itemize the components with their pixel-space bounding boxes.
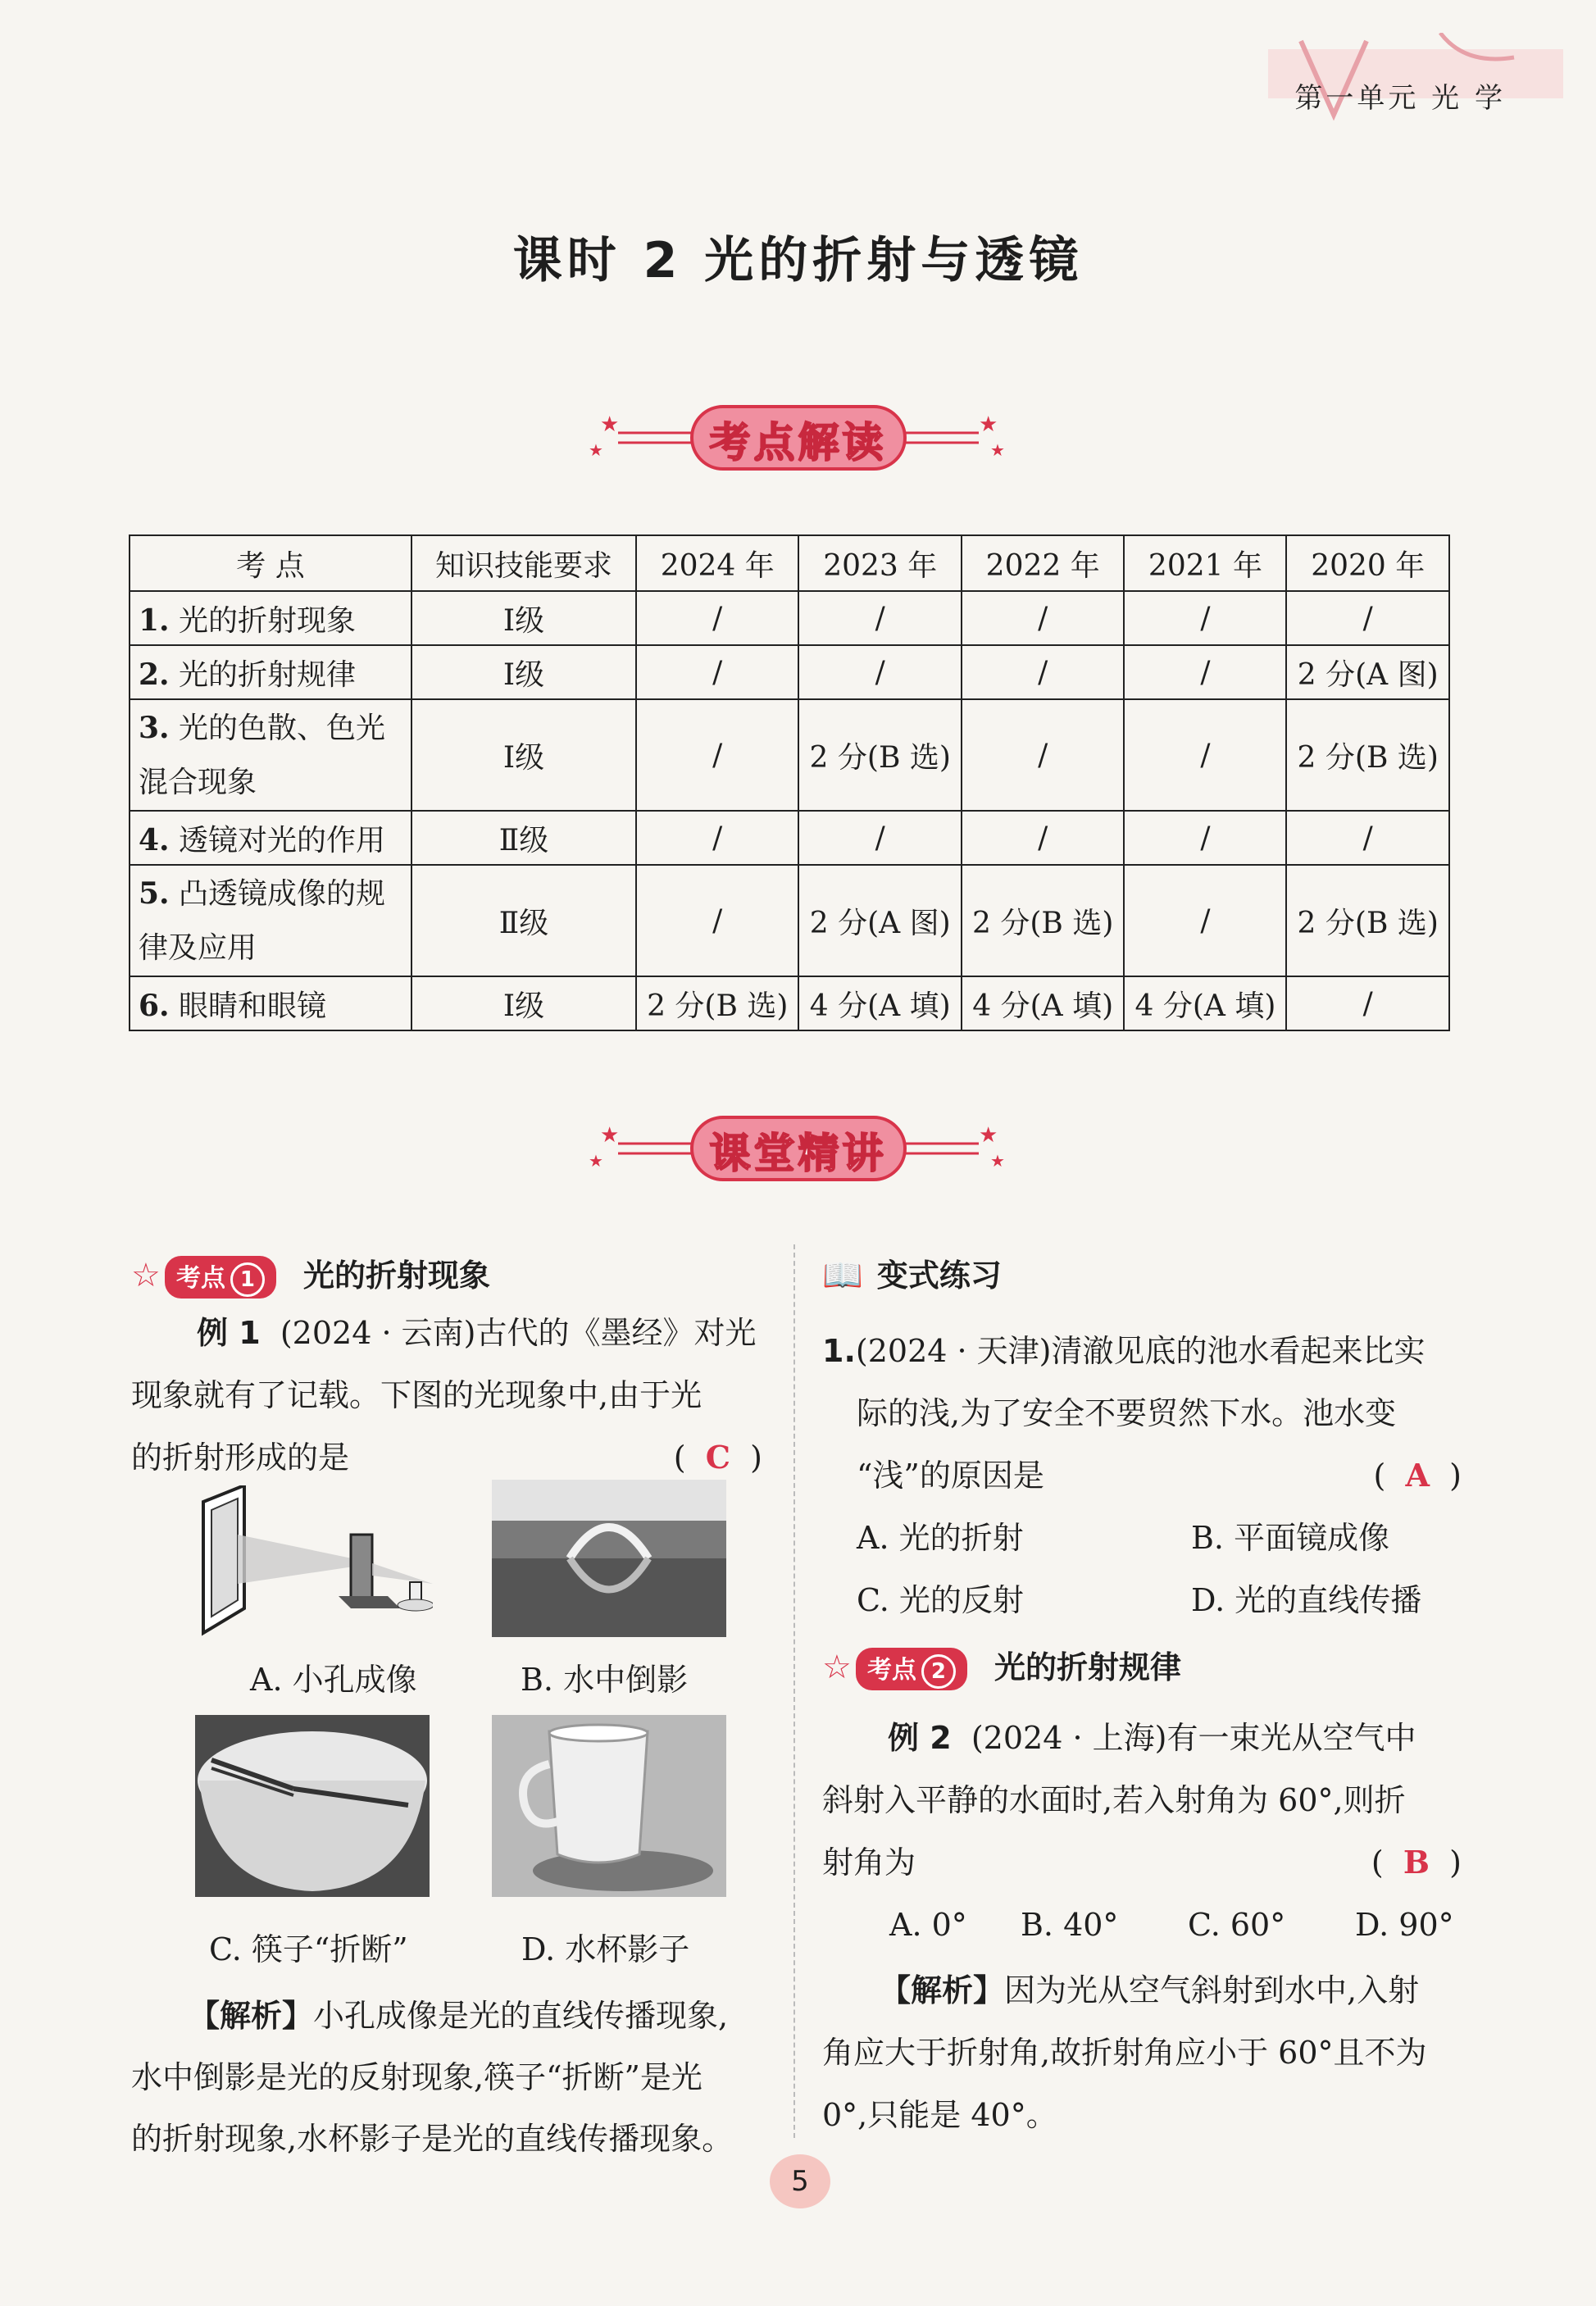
- badge-number: 1: [230, 1262, 265, 1297]
- svg-text:★: ★: [978, 1123, 998, 1148]
- example-2-line: [822, 1831, 1462, 1894]
- table-row: [130, 699, 1449, 811]
- score-cell: /: [636, 591, 798, 645]
- topic-name: 凸透镜成像的规律及应用: [139, 876, 386, 965]
- level-cell: Ⅰ级: [412, 699, 636, 811]
- analysis-1: [131, 1985, 762, 2170]
- answer-paren: ( A ): [1373, 1457, 1462, 1494]
- example-answer: B: [1403, 1844, 1430, 1881]
- topic-cell: [130, 811, 412, 865]
- badge-label: 考点: [175, 1264, 225, 1293]
- score-cell: 2 分(B 选): [798, 699, 961, 811]
- option-a: A. 0°: [889, 1907, 967, 1943]
- topic-cell: [130, 699, 412, 811]
- topic-num: 5.: [139, 876, 170, 911]
- score-cell: /: [636, 645, 798, 699]
- analysis-2: [822, 1959, 1462, 2146]
- score-cell: 4 分(A 填): [962, 976, 1124, 1030]
- score-cell: /: [798, 591, 961, 645]
- question-text: (2024 · 天津)清澈见底的池水看起来比实: [855, 1333, 1425, 1369]
- topic-name: 透镜对光的作用: [179, 823, 386, 857]
- score-cell: /: [1124, 645, 1286, 699]
- topic-cell: [130, 976, 412, 1030]
- example-answer: C: [705, 1439, 731, 1476]
- score-cell: /: [962, 645, 1124, 699]
- page-number: 5: [770, 2154, 830, 2208]
- question-answer: A: [1405, 1457, 1430, 1494]
- level-cell: Ⅰ级: [412, 976, 636, 1030]
- practice-heading: [822, 1250, 1002, 1295]
- table-header-row: [130, 535, 1449, 591]
- question-1: [822, 1320, 1462, 1631]
- topic-num: 2.: [139, 657, 170, 692]
- col-header: 考 点: [130, 535, 412, 591]
- score-cell: 2 分(B 选): [636, 976, 798, 1030]
- col-header: 知识技能要求: [412, 535, 636, 591]
- score-cell: 4 分(A 填): [798, 976, 961, 1030]
- svg-text:★: ★: [978, 412, 998, 437]
- answer-paren: ( B ): [1371, 1844, 1462, 1881]
- col-header: 2022 年: [962, 535, 1124, 591]
- col-header: 2023 年: [798, 535, 961, 591]
- page-title: 课时 2 光的折射与透镜: [512, 232, 1084, 289]
- score-cell: /: [1124, 591, 1286, 645]
- example-label: 例 2: [888, 1720, 952, 1756]
- example-text: 现象就有了记载。下图的光现象中,由于光: [131, 1377, 703, 1413]
- option-b: B. 平面镜成像: [1191, 1520, 1390, 1556]
- topic-name: 光的色散、色光混合现象: [139, 711, 386, 799]
- banner-classroom-label: 课堂精讲: [709, 1130, 887, 1177]
- cup-shadow-photo: [492, 1715, 726, 1897]
- book-icon: 📖: [822, 1257, 863, 1294]
- level-cell: Ⅰ级: [412, 591, 636, 645]
- score-cell: /: [1286, 976, 1449, 1030]
- score-cell: /: [636, 699, 798, 811]
- question-line: [822, 1444, 1462, 1507]
- analysis-label: 【解析】: [880, 1972, 1005, 2008]
- practice-title: 变式练习: [876, 1258, 1002, 1294]
- example-1: [131, 1302, 762, 1489]
- example-text: 斜射入平静的水面时,若入射角为 60°,则折: [822, 1782, 1406, 1818]
- exam-point-title: 光的折射规律: [994, 1649, 1182, 1685]
- banner-exam-points-label: 考点解读: [709, 419, 887, 466]
- score-cell: /: [636, 811, 798, 865]
- option-b: B. 40°: [1021, 1907, 1119, 1943]
- score-cell: /: [798, 645, 961, 699]
- exam-point-badge: [856, 1648, 967, 1690]
- option-c: C. 60°: [1188, 1907, 1286, 1943]
- options-row: [822, 1507, 1462, 1569]
- level-cell: Ⅱ级: [412, 811, 636, 865]
- score-cell: /: [962, 591, 1124, 645]
- analysis-text: 角应大于折射角,故折射角应小于 60°且不为: [822, 2035, 1427, 2071]
- score-cell: 2 分(B 选): [1286, 699, 1449, 811]
- example-2: [822, 1707, 1462, 1956]
- col-header: 2021 年: [1124, 535, 1286, 591]
- banner-classroom: [0, 1111, 1596, 1188]
- score-cell: /: [1124, 699, 1286, 811]
- score-cell: /: [636, 865, 798, 976]
- caption-b: B. 水中倒影: [521, 1662, 689, 1698]
- badge-label: 考点: [866, 1656, 916, 1685]
- option-a: A. 光的折射: [857, 1520, 1024, 1556]
- svg-text:★: ★: [989, 440, 1005, 460]
- example-text: 的折射形成的是: [131, 1440, 350, 1476]
- exam-point-badge: [165, 1256, 276, 1299]
- exam-point-1-heading: [131, 1250, 490, 1299]
- score-cell: 4 分(A 填): [1124, 976, 1286, 1030]
- banner-exam-points: [0, 400, 1596, 477]
- table-row: [130, 811, 1449, 865]
- svg-text:★: ★: [588, 440, 603, 460]
- score-cell: 2 分(A 图): [798, 865, 961, 976]
- analysis-line: [131, 1985, 762, 2047]
- table-row: [130, 645, 1449, 699]
- score-cell: /: [1286, 591, 1449, 645]
- score-cell: 2 分(A 图): [1286, 645, 1449, 699]
- svg-text:★: ★: [599, 1123, 619, 1148]
- analysis-text: 水中倒影是光的反射现象,筷子“折断”是光: [131, 2059, 703, 2095]
- topic-cell: [130, 865, 412, 976]
- column-divider: [793, 1244, 795, 2138]
- analysis-text: 小孔成像是光的直线传播现象,: [313, 1998, 729, 2034]
- score-cell: /: [798, 811, 961, 865]
- svg-text:★: ★: [599, 412, 619, 437]
- score-cell: /: [962, 699, 1124, 811]
- option-d: D. 90°: [1355, 1907, 1454, 1943]
- exam-table: [129, 534, 1450, 1031]
- options-row: [822, 1569, 1462, 1631]
- example-1-line: [131, 1302, 762, 1364]
- topic-name: 眼睛和眼镜: [179, 989, 327, 1023]
- chopsticks-in-water-photo: [195, 1715, 430, 1897]
- col-header: 2020 年: [1286, 535, 1449, 591]
- svg-text:★: ★: [989, 1151, 1005, 1171]
- topic-num: 1.: [139, 603, 170, 638]
- star-person-icon: ☆: [131, 1257, 161, 1294]
- water-reflection-photo: [492, 1480, 726, 1637]
- table-row: [130, 976, 1449, 1030]
- option-d: D. 光的直线传播: [1191, 1582, 1422, 1618]
- level-cell: Ⅰ级: [412, 645, 636, 699]
- analysis-text: 因为光从空气斜射到水中,入射: [1004, 1972, 1420, 2008]
- answer-paren: ( C ): [673, 1439, 762, 1476]
- exam-point-2-heading: [822, 1642, 1181, 1690]
- table-row: [130, 865, 1449, 976]
- badge-number: 2: [921, 1654, 956, 1689]
- example-text: (2024 · 云南)古代的《墨经》对光: [280, 1315, 757, 1351]
- question-line: [822, 1320, 1462, 1382]
- option-c: C. 光的反射: [857, 1582, 1024, 1618]
- svg-text:★: ★: [588, 1151, 603, 1171]
- example-text: (2024 · 上海)有一束光从空气中: [971, 1720, 1416, 1756]
- analysis-text: 0°,只能是 40°。: [822, 2097, 1057, 2133]
- example-2-line: [822, 1707, 1462, 1769]
- topic-num: 6.: [139, 988, 170, 1023]
- analysis-label: 【解析】: [189, 1998, 314, 2034]
- level-cell: Ⅱ级: [412, 865, 636, 976]
- caption-a: A. 小孔成像: [250, 1662, 417, 1698]
- question-text: 际的浅,为了安全不要贸然下水。池水变: [857, 1395, 1397, 1431]
- options-row: [822, 1894, 1462, 1956]
- unit-header: 第一单元 光 学: [1294, 82, 1506, 115]
- analysis-line: [822, 1959, 1462, 2022]
- topic-name: 光的折射规律: [179, 657, 357, 692]
- score-cell: /: [962, 811, 1124, 865]
- table-row: [130, 591, 1449, 645]
- topic-cell: [130, 645, 412, 699]
- topic-num: 3.: [139, 710, 170, 745]
- score-cell: /: [1124, 811, 1286, 865]
- question-number: 1.: [822, 1333, 856, 1369]
- example-label: 例 1: [197, 1315, 261, 1351]
- caption-d: D. 水杯影子: [521, 1931, 690, 1967]
- analysis-text: 的折射现象,水杯影子是光的直线传播现象。: [131, 2121, 734, 2157]
- topic-cell: [130, 591, 412, 645]
- score-cell: /: [1124, 865, 1286, 976]
- col-header: 2024 年: [636, 535, 798, 591]
- caption-c: C. 筷子“折断”: [209, 1931, 408, 1967]
- score-cell: 2 分(B 选): [1286, 865, 1449, 976]
- star-person-icon: ☆: [822, 1649, 852, 1686]
- pinhole-imaging-illustration: [195, 1485, 433, 1638]
- topic-num: 4.: [139, 822, 170, 857]
- topic-name: 光的折射现象: [179, 603, 357, 638]
- question-text: “浅”的原因是: [857, 1458, 1044, 1494]
- exam-point-title: 光的折射现象: [303, 1258, 491, 1294]
- score-cell: 2 分(B 选): [962, 865, 1124, 976]
- score-cell: /: [1286, 811, 1449, 865]
- example-text: 射角为: [822, 1844, 916, 1881]
